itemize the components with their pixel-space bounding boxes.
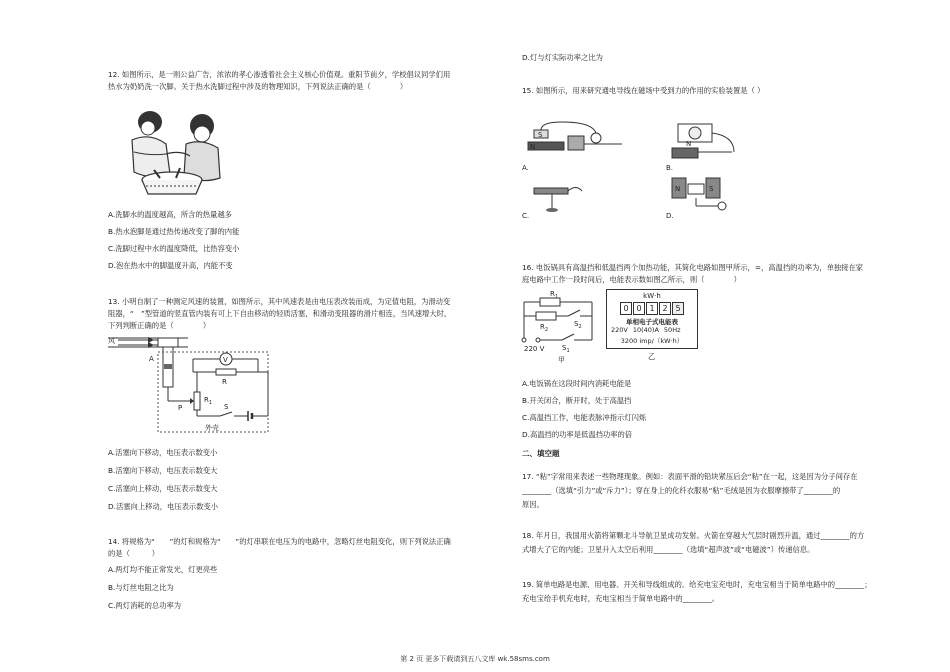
svg-text:S: S (538, 131, 543, 139)
meter-voltage: 220V (611, 326, 628, 334)
q14-stem-line2: 的是（ ） (108, 549, 160, 558)
q14-option-d: D.灯与灯实际功率之比为 (522, 53, 603, 62)
q12-stem-line2: 热水为奶奶洗一次脚。关于热水洗脚过程中涉及的物理知识，下列说法正确的是（ ） (108, 82, 408, 91)
q14-option-b: B.与灯丝电阻之比为 (108, 583, 174, 592)
q16-r1-label: $R_1$ (550, 290, 559, 300)
q15-stem: 15. 如图所示，用来研究通电导线在磁场中受到力的作用的实验装置是（ ） (522, 86, 765, 95)
q13-stem-line1: 13. 小明自制了一种测定风速的装置，如图所示，其中风速表是由电压表改装而成，为定值电阻，为滑动变 (108, 297, 451, 306)
q18-line2: 式增大了它的内能；卫星升入太空后利用________（选填“超声波”或“电磁波”）传递信息。 (522, 545, 815, 554)
q13-option-d: D.活塞向上移动，电压表示数变小 (108, 502, 219, 511)
q12-option-d: D.泡在热水中的脚温度升高，内能不变 (108, 261, 233, 270)
wind-label: 风 (108, 337, 115, 345)
svg-text:S: S (709, 185, 714, 193)
q12-stem-line1: 12. 如图所示，是一则公益广告，浓浓的孝心渗透着社会主义核心价值观。重阳节前夕，学校倡议同学们用 (108, 70, 451, 79)
q16-stem-line1: 16. 电饭锅具有高温挡和低温挡两个加热功能，其简化电路如图甲所示，=，高温挡的功率为，单独接在家 (522, 263, 864, 272)
q13-option-b: B.活塞向下移动，电压表示数变大 (108, 466, 218, 475)
resistor-r-label: R (222, 378, 227, 386)
apparatus-d (666, 178, 726, 220)
q17-line1: 17. “粘”字常用来表述一些物理现象。例如：表面平滑的铅块紧压后会“粘”在一起，这是因为分子间存在 (522, 472, 858, 481)
q16-stem-line2: 庭电路中工作一段时间后，电能表示数如图乙所示，则（ ） (522, 275, 741, 284)
q14-option-c: C.两灯消耗的总功率为 (108, 601, 182, 610)
q13-option-a: A.活塞向下移动，电压表示数变小 (108, 448, 218, 457)
meter-unit: kW·h (643, 292, 661, 300)
q16-r2-label: $R_2$ (540, 323, 549, 333)
meter-digit: 5 (672, 302, 684, 315)
section-fill-in-heading: 二、填空题 (522, 449, 560, 458)
q14-option-a: A.两灯均不能正常发光，灯更亮些 (108, 565, 218, 574)
q16-option-d: D.高温挡的功率是低温挡功率的倍 (522, 430, 633, 439)
piston-label: A (149, 355, 154, 363)
resistor-r1-label: $R_1$ (204, 396, 213, 406)
switch-s-label: S (224, 403, 229, 411)
rice-cooker-circuit-diagram (522, 288, 602, 362)
q13-stem-line2: 阻器，“ ”型管道的竖直管内装有可上下自由移动的轻质活塞，和滑动变阻器的滑片相连，当风速增大时， (108, 309, 452, 318)
svg-text:N: N (686, 140, 692, 148)
meter-digit: 1 (646, 302, 658, 315)
apparatus-b (666, 124, 734, 172)
q16-option-c: C.高温挡工作，电能表脉冲指示灯闪烁 (522, 413, 647, 422)
meter-frequency: 50Hz (663, 326, 681, 334)
figure-yi-label: 乙 (648, 352, 656, 361)
choice-a-label: A. (522, 164, 529, 172)
meter-digit: 2 (659, 302, 671, 315)
meter-current: 10(40)A (632, 326, 659, 334)
q17-line2: ________（选填“引力”或“斥力”）；穿在身上的化纤衣服易“粘”毛绒是因为衣服摩擦带了________的 (522, 486, 841, 495)
slider-p-label: P (178, 404, 183, 412)
meter-digits (620, 302, 684, 315)
q15-apparatus-figures (522, 122, 742, 222)
q19-line2: 充电宝给手机充电时，充电宝相当于简单电路中的________。 (522, 594, 720, 603)
q16-option-a: A.电饭锅在这段时间内消耗电能是 (522, 379, 632, 388)
choice-b-label: B. (666, 164, 674, 172)
svg-text:N: N (675, 185, 681, 193)
choice-d-label: D. (666, 212, 674, 220)
q12-option-c: C.洗脚过程中水的温度降低，比热容变小 (108, 244, 240, 253)
q18-line1: 18. 年月日，我国用火箭将第颗北斗导航卫星成功发射。火箭在穿越大气层时剧烈升温，通过________的方 (522, 531, 865, 540)
q16-s2-label: $S_2$ (574, 320, 582, 330)
shell-label: 外壳 (205, 424, 219, 432)
apparatus-a (522, 122, 622, 172)
page-footer: 第 2 页 更多下载请到五八文库 wk.58sms.com (400, 655, 550, 663)
q14-stem-line1: 14. 将规格为“ ”的灯和规格为“ ”的灯串联在电压为的电路中，忽略灯丝电阻变化，则下列说法正确 (108, 537, 451, 546)
meter-digit: 0 (633, 302, 645, 315)
q16-voltage-label: 220 V (524, 345, 545, 353)
wind-speed-circuit-diagram (108, 334, 278, 434)
figure-jia-label: 甲 (558, 356, 565, 364)
q12-option-b: B.热水泡脚是通过热传递改变了脚的内能 (108, 227, 240, 236)
meter-specs (611, 326, 681, 334)
q12-option-a: A.洗脚水的温度越高，所含的热量越多 (108, 210, 232, 219)
meter-name: 单相电子式电能表 (626, 318, 678, 326)
energy-meter-panel (606, 289, 698, 349)
q17-line3: 原因。 (522, 500, 544, 509)
foot-washing-illustration (120, 104, 232, 196)
svg-text:N: N (530, 143, 536, 151)
choice-c-label: C. (522, 212, 530, 220)
voltmeter-label: V (223, 356, 228, 364)
q16-s1-label: $S_1$ (562, 344, 570, 354)
meter-impulse: 3200 imp/（kW·h） (620, 337, 684, 345)
q16-option-b: B.开关闭合，断开时，处于高温挡 (522, 396, 632, 405)
q13-option-c: C.活塞向上移动，电压表示数变大 (108, 484, 218, 493)
q13-stem-line3: 下列判断正确的是（ ） (108, 321, 211, 330)
apparatus-c (522, 188, 582, 221)
meter-digit: 0 (620, 302, 632, 315)
q19-line1: 19. 简单电路是电源、用电器、开关和导线组成的。给充电宝充电时，充电宝相当于简单电路中的________； (522, 580, 872, 589)
